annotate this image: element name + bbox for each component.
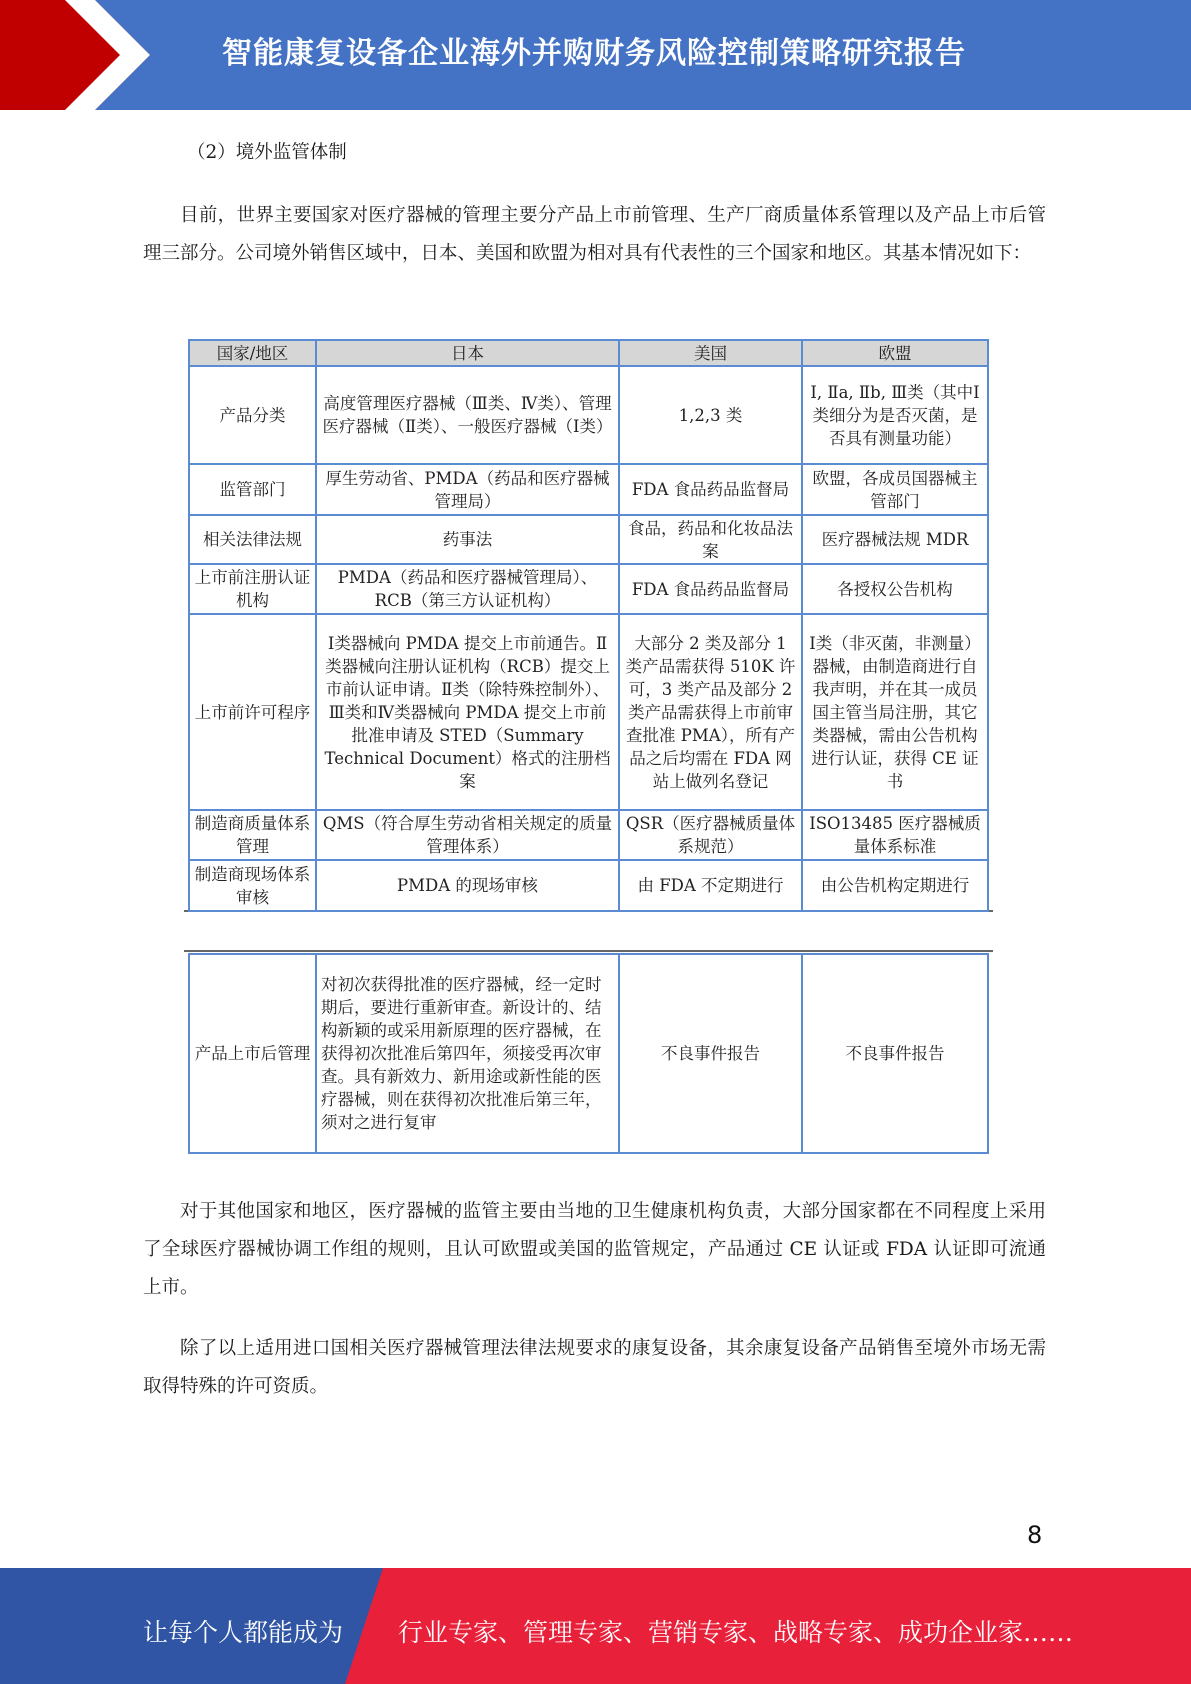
- row-label: 产品分类: [189, 366, 316, 464]
- row-label: 相关法律法规: [189, 515, 316, 564]
- regulation-table-continuation: [188, 953, 989, 1154]
- row-label: 上市前注册认证机构: [189, 564, 316, 614]
- table-cell: 厚生劳动省、PMDA（药品和医疗器械管理局）: [316, 464, 619, 515]
- table-cell: 对初次获得批准的医疗器械，经一定时期后，要进行重新审查。新设计的、结构新颖的或采用新原理的医疗器械，在获得初次批准后第四年，须接受再次审查。具有新效力、新用途或新性能的医疗器械，则在获得初次批准后第三年，须对之进行复审: [316, 954, 619, 1153]
- table-header-row: [189, 340, 988, 366]
- table-cell: 不良事件报告: [802, 954, 988, 1153]
- table-cell: 由 FDA 不定期进行: [619, 860, 802, 911]
- table-row: [189, 564, 988, 614]
- header-cell: 国家/地区: [189, 340, 316, 366]
- table-cell: QMS（符合厚生劳动省相关规定的质量管理体系）: [316, 810, 619, 860]
- row-label: 监管部门: [189, 464, 316, 515]
- table-row: [189, 614, 988, 810]
- table-cell: ISO13485 医疗器械质量体系标准: [802, 810, 988, 860]
- page-header: [0, 0, 1191, 110]
- table-cell: Ⅰ类（非灭菌，非测量）器械，由制造商进行自我声明，并在其一成员国主管当局注册，其它类器械，需由公告机构进行认证，获得 CE 证书: [802, 614, 988, 810]
- page-number: 8: [1027, 1521, 1043, 1549]
- row-label: 制造商质量体系管理: [189, 810, 316, 860]
- other-regions-paragraph: 对于其他国家和地区，医疗器械的监管主要由当地的卫生健康机构负责，大部分国家都在不同程度上采用了全球医疗器械协调工作组的规则，且认可欧盟或美国的监管规定，产品通过 CE 认证或 FDA 认证即可流通上市。: [143, 1201, 1046, 1298]
- section-subheading: （2）境外监管体制: [187, 142, 347, 163]
- header-cell: 欧盟: [802, 340, 988, 366]
- footer-slogan-left: 让每个人都能成为: [143, 1618, 344, 1647]
- header-cell: 美国: [619, 340, 802, 366]
- table-cell: 医疗器械法规 MDR: [802, 515, 988, 564]
- table-cell: PMDA 的现场审核: [316, 860, 619, 911]
- table-row: [189, 810, 988, 860]
- table-cell: 不良事件报告: [619, 954, 802, 1153]
- table-cell: QSR（医疗器械质量体系规范）: [619, 810, 802, 860]
- row-label: 制造商现场体系审核: [189, 860, 316, 911]
- table-top-rule: [184, 950, 993, 952]
- table-cell: 1,2,3 类: [619, 366, 802, 464]
- table-row: [189, 860, 988, 911]
- table-cell: FDA 食品药品监督局: [619, 464, 802, 515]
- header-cell: 日本: [316, 340, 619, 366]
- table-row: [189, 515, 988, 564]
- footer-slogan-right: 行业专家、管理专家、营销专家、战略专家、成功企业家……: [398, 1618, 1074, 1647]
- table-row: [189, 366, 988, 464]
- table-cell: Ⅰ, Ⅱa, Ⅱb, Ⅲ类（其中Ⅰ类细分为是否灭菌，是否具有测量功能）: [802, 366, 988, 464]
- table-cell: 高度管理医疗器械（Ⅲ类、Ⅳ类）、管理医疗器械（Ⅱ类）、一般医疗器械（Ⅰ类）: [316, 366, 619, 464]
- row-label: 上市前许可程序: [189, 614, 316, 810]
- table-cell: 药事法: [316, 515, 619, 564]
- table-cell: Ⅰ类器械向 PMDA 提交上市前通告。Ⅱ类器械向注册认证机构（RCB）提交上市前认证申请。Ⅱ类（除特殊控制外）、Ⅲ类和Ⅳ类器械向 PMDA 提交上市前批准申请及 STED（Summary Technical Document）格式的注册档案: [316, 614, 619, 810]
- table-cell: 大部分 2 类及部分 1 类产品需获得 510K 许可，3 类产品及部分 2 类产品需获得上市前审查批准 PMA），所有产品之后均需在 FDA 网站上做列名登记: [619, 614, 802, 810]
- intro-paragraph: 目前，世界主要国家对医疗器械的管理主要分产品上市前管理、生产厂商质量体系管理以及产品上市后管理三部分。公司境外销售区域中，日本、美国和欧盟为相对具有代表性的三个国家和地区。其基本情况如下：: [143, 205, 1046, 264]
- table-cell: 各授权公告机构: [802, 564, 988, 614]
- table-cell: 欧盟，各成员国器械主管部门: [802, 464, 988, 515]
- closing-paragraph: 除了以上适用进口国相关医疗器械管理法律法规要求的康复设备，其余康复设备产品销售至境外市场无需取得特殊的许可资质。: [143, 1338, 1046, 1397]
- table-cell: 由公告机构定期进行: [802, 860, 988, 911]
- row-label: 产品上市后管理: [189, 954, 316, 1153]
- page-footer: [0, 1568, 1191, 1684]
- table-row: [189, 954, 988, 1153]
- table-cell: PMDA（药品和医疗器械管理局）、RCB（第三方认证机构）: [316, 564, 619, 614]
- table-cell: FDA 食品药品监督局: [619, 564, 802, 614]
- regulation-comparison-table: [188, 339, 989, 912]
- table-row: [189, 464, 988, 515]
- table-cell: 食品，药品和化妆品法案: [619, 515, 802, 564]
- report-title: 智能康复设备企业海外并购财务风险控制策略研究报告: [222, 36, 966, 71]
